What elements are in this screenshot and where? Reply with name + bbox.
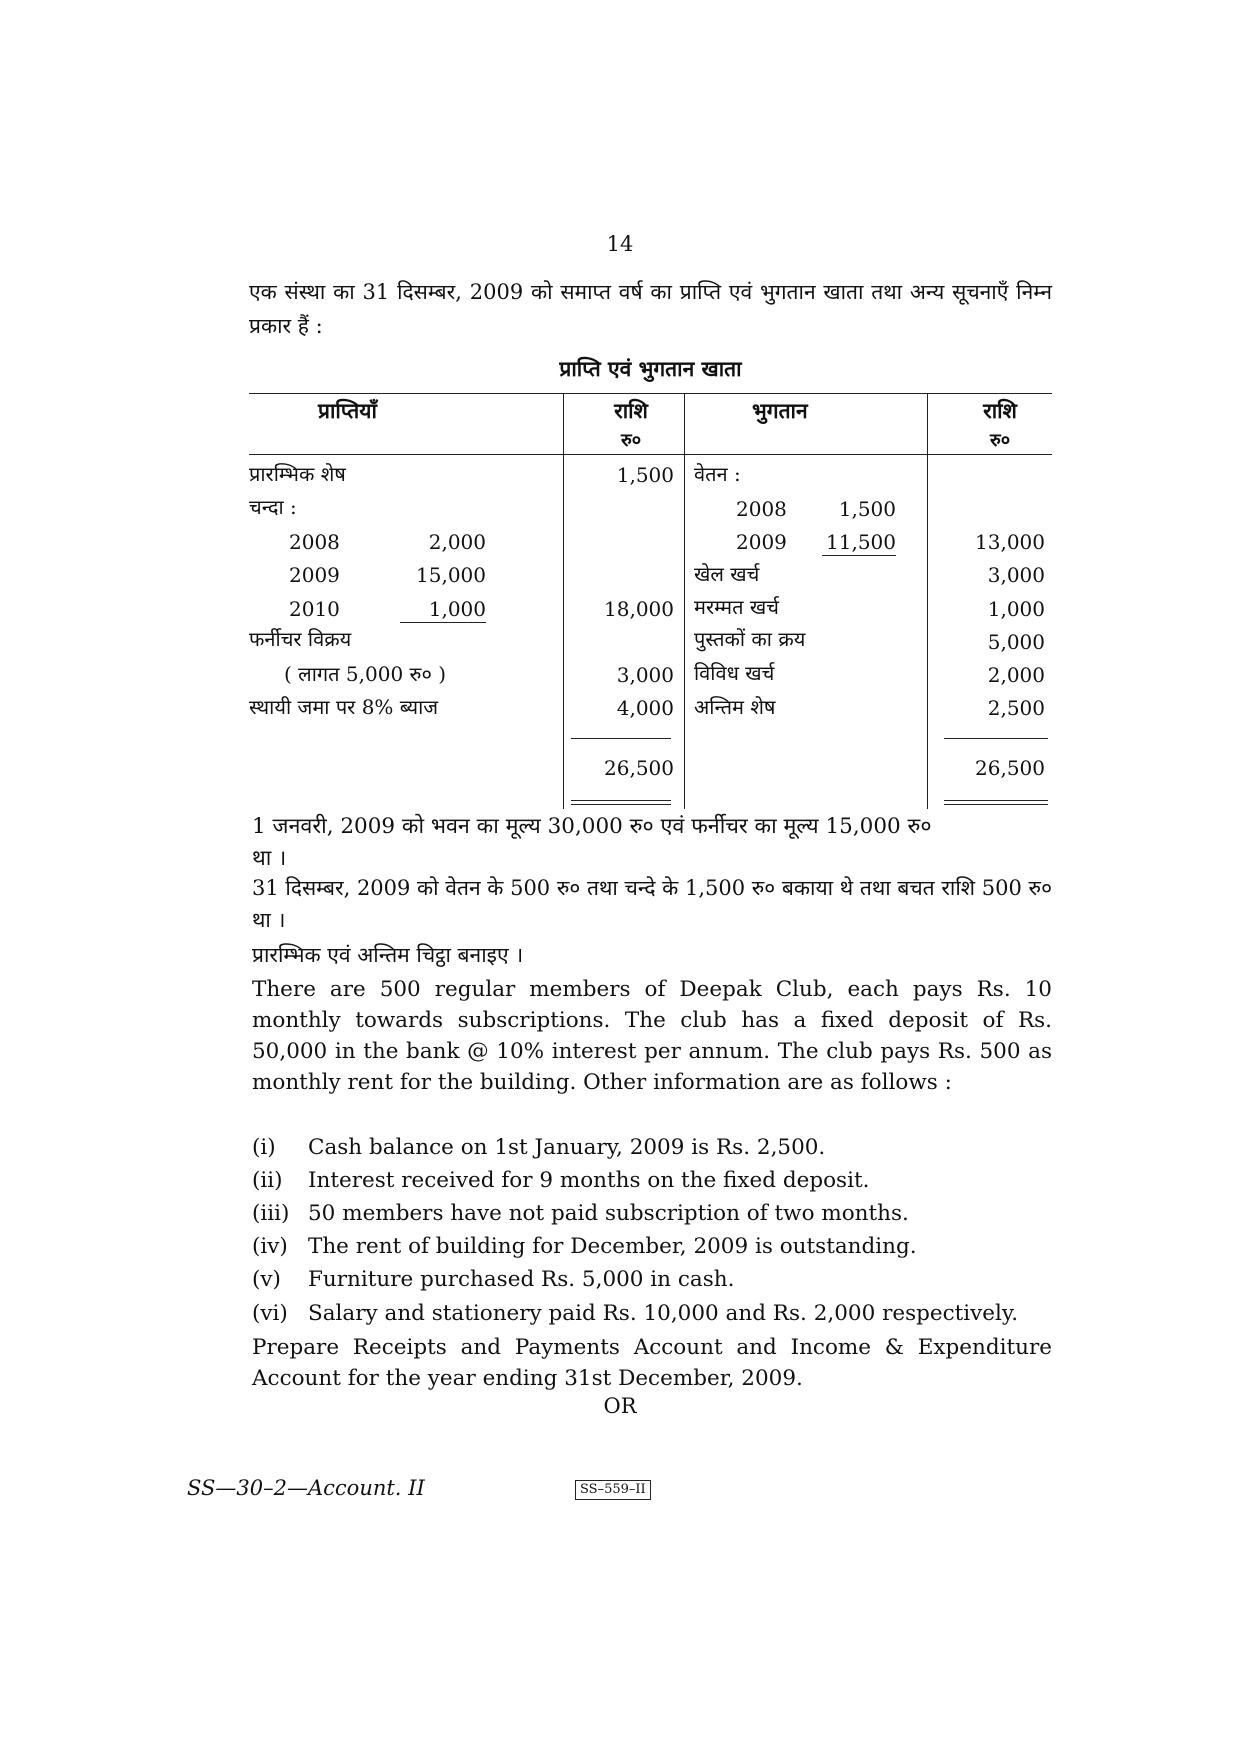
furniture-sale-note: ( लागत 5,000 रु० ): [284, 662, 447, 686]
paper-code: SS—30–2—Account. II: [187, 1476, 425, 1500]
salary-total: 13,000: [975, 530, 1045, 554]
furniture-sale-label: फर्नीचर विक्रय: [249, 627, 352, 651]
payment-item-amount: 3,000: [987, 563, 1045, 587]
fd-interest-amount: 4,000: [616, 696, 674, 720]
list-item-number: (iv): [252, 1234, 288, 1259]
list-item-number: (i): [252, 1135, 276, 1160]
intro-paragraph: एक संस्था का 31 दिसम्बर, 2009 को समाप्त वर्ष का प्राप्ति एवं भुगतान खाता तथा अन्य सूचनाएँ निम्न प्रकार हैं :: [249, 280, 1052, 338]
receipts-total-rule: [571, 738, 671, 739]
subscription-year: 2009: [289, 563, 340, 587]
salary-label: वेतन :: [694, 462, 741, 486]
payments-total-rule: [944, 738, 1048, 739]
salary-year: 2009: [736, 530, 787, 554]
table-top-rule: [249, 393, 1052, 394]
salary-subtotal-rule: [822, 555, 896, 556]
subscription-total: 18,000: [604, 597, 674, 621]
payment-item-amount: 5,000: [987, 630, 1045, 654]
payment-item-amount: 1,000: [987, 597, 1045, 621]
subscription-value: 1,000: [428, 597, 486, 621]
subscription-year: 2008: [289, 530, 340, 554]
subscription-value: 2,000: [428, 530, 486, 554]
list-item-text: Interest received for 9 months on the fixed deposit.: [308, 1168, 870, 1193]
english-instruction: Prepare Receipts and Payments Account and Income & Expenditure Account for the year ending 31st December, 2009.: [252, 1335, 1052, 1391]
list-item-text: The rent of building for December, 2009 is outstanding.: [308, 1234, 917, 1259]
note-outstanding: 31 दिसम्बर, 2009 को वेतन के 500 रु० तथा चन्दे के 1,500 रु० बकाया थे तथा बचत राशि 500 रु० था ।: [252, 876, 1052, 932]
header-payments: भुगतान: [752, 398, 808, 423]
opening-balance-label: प्रारम्भिक शेष: [249, 462, 346, 486]
list-item-number: (ii): [252, 1168, 283, 1193]
fd-interest-label: स्थायी जमा पर 8% ब्याज: [249, 695, 439, 719]
list-item-text: Furniture purchased Rs. 5,000 in cash.: [308, 1267, 735, 1292]
payment-item-label: विविध खर्च: [694, 661, 775, 685]
payment-item-label: खेल खर्च: [694, 562, 760, 586]
header-currency-2: रु०: [989, 430, 1011, 451]
column-divider-2: [684, 393, 685, 809]
payments-double-rule-top: [944, 800, 1048, 801]
list-item-text: Cash balance on 1st January, 2009 is Rs. 2,500.: [308, 1135, 826, 1160]
payment-item-amount: 2,500: [987, 696, 1045, 720]
list-item-number: (v): [252, 1267, 281, 1292]
subscription-subtotal-rule: [400, 622, 486, 623]
receipts-double-rule-top: [571, 800, 671, 801]
list-item-text: Salary and stationery paid Rs. 10,000 and Rs. 2,000 respectively.: [308, 1301, 1019, 1326]
note-building-furniture-end: था ।: [252, 846, 287, 871]
payment-item-label: अन्तिम शेष: [694, 695, 776, 719]
payment-item-label: पुस्तकों का क्रय: [694, 627, 806, 651]
list-item-text: 50 members have not paid subscription of two months.: [308, 1201, 909, 1226]
table-title: प्राप्ति एवं भुगतान खाता: [559, 356, 742, 381]
salary-value: 1,500: [838, 497, 896, 521]
list-item-number: (vi): [252, 1301, 288, 1326]
payments-double-rule-bottom: [944, 804, 1048, 805]
payments-total: 26,500: [975, 756, 1045, 780]
header-amount-2: राशि: [983, 398, 1017, 423]
header-currency-1: रु०: [620, 430, 642, 451]
subscription-label: चन्दा :: [249, 495, 297, 519]
note-building-furniture: 1 जनवरी, 2009 को भवन का मूल्य 30,000 रु० एवं फर्नीचर का मूल्य 15,000 रु०: [252, 814, 932, 839]
or-separator: OR: [603, 1394, 637, 1418]
booklet-code: SS–559–II: [575, 1480, 651, 1500]
payment-item-label: मरम्मत खर्च: [694, 595, 779, 619]
list-item-number: (iii): [252, 1201, 290, 1226]
hindi-instruction: प्रारम्भिक एवं अन्तिम चिट्ठा बनाइए ।: [252, 943, 524, 967]
header-amount-1: राशि: [614, 398, 648, 423]
header-receipts: प्राप्तियाँ: [318, 398, 377, 423]
opening-balance-amount: 1,500: [616, 463, 674, 487]
furniture-sale-amount: 3,000: [616, 663, 674, 687]
table-header-rule: [249, 454, 1052, 455]
salary-value: 11,500: [826, 530, 896, 554]
page-number: 14: [606, 232, 634, 256]
salary-year: 2008: [736, 497, 787, 521]
receipts-double-rule-bottom: [571, 804, 671, 805]
payment-item-amount: 2,000: [987, 663, 1045, 687]
subscription-year: 2010: [289, 597, 340, 621]
english-paragraph: There are 500 regular members of Deepak Club, each pays Rs. 10 monthly towards subscriptions. The club has a fixed deposit of Rs. 50,000 in the bank @ 10% interest per annum. The club pays Rs. 500 as monthly rent for the building. Other information are as follows :: [252, 977, 1052, 1095]
receipts-total: 26,500: [604, 756, 674, 780]
subscription-value: 15,000: [416, 563, 486, 587]
